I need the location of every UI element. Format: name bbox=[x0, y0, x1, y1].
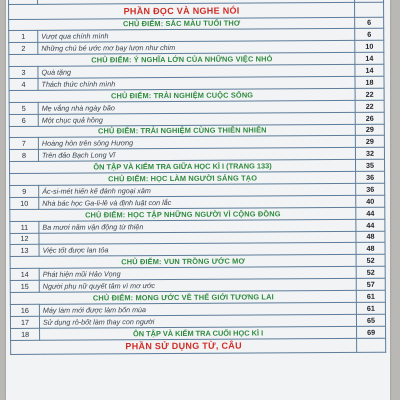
lesson-title: Ác-si-mét hiến kế đánh ngoại xâm bbox=[39, 183, 356, 197]
lesson-title: Việc tốt được lan tỏa bbox=[39, 243, 356, 257]
theme-heading: CHỦ ĐIỂM: VUN TRỒNG ƯỚC MƠ bbox=[10, 255, 356, 269]
lesson-number: 8 bbox=[9, 150, 38, 162]
review-heading: ÔN TẬP VÀ KIỂM TRA CUỐI HỌC KÌ I bbox=[40, 326, 357, 340]
book-page bbox=[6, 0, 390, 400]
page-number: 32 bbox=[355, 148, 384, 160]
lesson-number: 7 bbox=[9, 138, 38, 150]
lesson-title: Quà tặng bbox=[38, 64, 355, 78]
page-number: 57 bbox=[356, 278, 385, 290]
page-number: 14 bbox=[355, 64, 384, 76]
lesson-title: Những chú bé ước mơ bay lượn như chim bbox=[38, 41, 355, 55]
lesson-title: Người phụ nữ quyết tâm vì mơ ước bbox=[39, 278, 356, 292]
section-heading: PHẦN ĐỌC VÀ NGHE NÓI bbox=[9, 2, 355, 19]
lesson-number: 5 bbox=[9, 102, 38, 114]
page-number bbox=[357, 338, 386, 353]
theme-heading: CHỦ ĐIỂM: MONG ƯỚC VỀ THẾ GIỚI TƯƠNG LAI bbox=[10, 290, 356, 304]
lesson-number: 11 bbox=[10, 221, 39, 233]
lesson-number: 6 bbox=[9, 114, 38, 126]
page-number: 14 bbox=[355, 52, 384, 64]
lesson-number: 1 bbox=[9, 31, 38, 43]
page-number: 36 bbox=[356, 171, 385, 183]
page-number: 6 bbox=[355, 29, 384, 41]
page-number: 61 bbox=[356, 302, 385, 314]
page-number bbox=[355, 2, 384, 17]
section-heading: PHẦN SỬ DỤNG TỪ, CÂU bbox=[11, 338, 357, 355]
lesson-title: Nhà bác học Ga-li-lê và định luật con lắc bbox=[39, 195, 356, 209]
page-number: 22 bbox=[355, 88, 384, 100]
page-number: 26 bbox=[355, 112, 384, 124]
lesson-number: 18 bbox=[11, 328, 40, 340]
page-number: 6 bbox=[355, 17, 384, 29]
theme-heading: CHỦ ĐIỂM: TRẢI NGHIỆM CÙNG THIÊN NHIÊN bbox=[9, 124, 355, 138]
theme-heading: CHỦ ĐIỂM: HỌC LÀM NGƯỜI SÁNG TẠO bbox=[10, 171, 356, 185]
toc-table bbox=[8, 0, 386, 355]
page-number: 65 bbox=[356, 314, 385, 326]
lesson-title: Mẹ vắng nhà ngày bão bbox=[38, 100, 355, 114]
page-number: 48 bbox=[356, 243, 385, 255]
theme-heading: CHỦ ĐIỂM: HỌC TẬP NHỮNG NGƯỜI VÌ CỘNG ĐỒNG bbox=[10, 207, 356, 221]
lesson-number: 17 bbox=[10, 316, 39, 328]
page-number: 61 bbox=[356, 290, 385, 302]
page-number: 69 bbox=[357, 326, 386, 338]
theme-heading: CHỦ ĐIỂM: SẮC MÀU TUỔI THƠ bbox=[9, 17, 355, 31]
lesson-number: 2 bbox=[9, 43, 38, 55]
section-row bbox=[11, 338, 386, 355]
lesson-title: Sử dụng rô-bốt làm thay con người bbox=[39, 314, 356, 328]
review-heading: ÔN TẬP VÀ KIỂM TRA GIỮA HỌC KÌ I (TRANG 133) bbox=[10, 160, 356, 174]
page-number: 44 bbox=[356, 207, 385, 219]
theme-heading: CHỦ ĐIỂM: Ý NGHĨA LỚN CỦA NHỮNG VIỆC NHỎ bbox=[9, 53, 355, 67]
page-number: 35 bbox=[355, 159, 384, 171]
theme-heading: CHỦ ĐIỂM: TRẢI NGHIỆM CUỘC SỐNG bbox=[9, 88, 355, 102]
lesson-number: 14 bbox=[10, 269, 39, 281]
page-number: 44 bbox=[356, 219, 385, 231]
lesson-title: Máy làm mới được làm bốn mùa bbox=[39, 302, 356, 316]
lesson-title: Một chục quả hồng bbox=[38, 112, 355, 126]
page-number: 36 bbox=[356, 183, 385, 195]
page-number: 29 bbox=[355, 136, 384, 148]
lesson-number: 4 bbox=[9, 78, 38, 90]
page-number: 40 bbox=[356, 195, 385, 207]
lesson-number: 16 bbox=[10, 304, 39, 316]
lesson-title: Vượt qua chính mình bbox=[38, 29, 355, 43]
page-number: 48 bbox=[356, 231, 385, 243]
lesson-title: Ba mươi năm vận động từ thiện bbox=[39, 219, 356, 233]
page-number: 29 bbox=[355, 124, 384, 136]
lesson-title: Thách thức chính mình bbox=[38, 76, 355, 90]
page-number: 52 bbox=[356, 255, 385, 267]
lesson-number: 13 bbox=[10, 245, 39, 257]
lesson-title: Trên đảo Bạch Long Vĩ bbox=[38, 148, 355, 162]
toc-body bbox=[9, 0, 386, 355]
page-number: 10 bbox=[355, 40, 384, 52]
lesson-number: 15 bbox=[10, 280, 39, 292]
lesson-number: 10 bbox=[10, 197, 39, 209]
lesson-title: Phát hiện mũi Hảo Vọng bbox=[39, 267, 356, 281]
lesson-number: 9 bbox=[10, 185, 39, 197]
page-number: 52 bbox=[356, 266, 385, 278]
lesson-title: Hoàng hôn trên sông Hương bbox=[38, 136, 355, 150]
page-number: 22 bbox=[355, 100, 384, 112]
table-of-contents bbox=[8, 0, 386, 355]
lesson-number: 3 bbox=[9, 66, 38, 78]
page-number: 18 bbox=[355, 76, 384, 88]
lesson-number: 12 bbox=[10, 233, 39, 245]
